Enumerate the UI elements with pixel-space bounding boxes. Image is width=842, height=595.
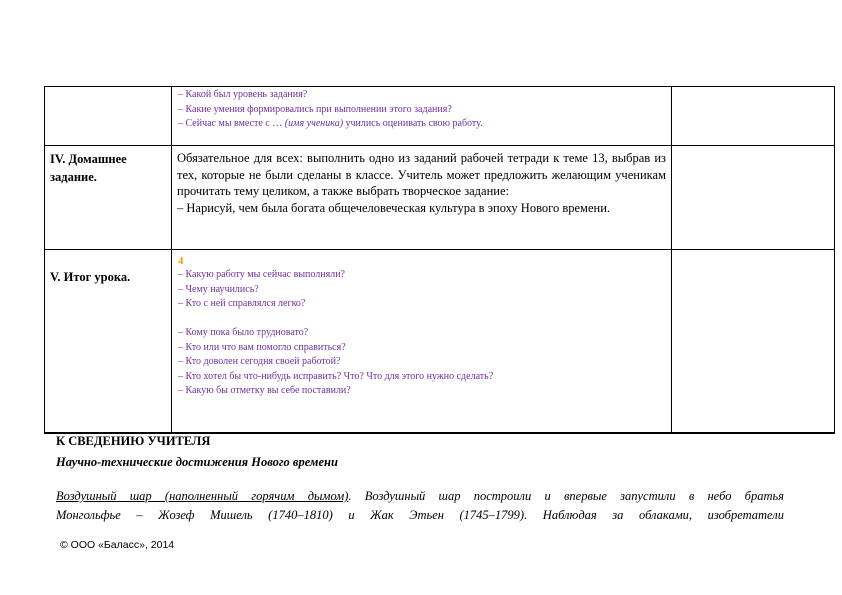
table-row [45, 250, 835, 434]
homework-task: – Нарисуй, чем была богата общечеловеческая культура в эпоху Нового времени. [177, 200, 611, 215]
question-item: – Какую бы отметку вы себе поставили? [178, 385, 351, 396]
question-item: – Кому пока было трудновато? [178, 327, 309, 338]
question-item: – Чему научились? [178, 283, 259, 295]
spacer [178, 312, 671, 327]
copyright-footer: © ООО «Баласс», 2014 [60, 539, 175, 551]
question-list [172, 250, 672, 434]
question-item: – Кто с ней справлялся легко? [178, 298, 306, 309]
question-item: – Кто или что вам помогло справиться? [178, 341, 346, 353]
section-paragraph: Воздушный шар (наполненный горячим дымом). Воздушный шар построили и впервые запустили в небо братья Монгольфье – Жозеф Мишель (1740–1810) и Жак Этьен (1745–1799). Наблюдая за облаками, изобретатели [56, 489, 784, 522]
stage-cell [45, 87, 172, 146]
table-row [45, 87, 835, 146]
question-item: – Какую работу мы сейчас выполняли? [178, 269, 345, 280]
notes-cell [672, 146, 835, 250]
question-list [172, 87, 672, 146]
stage-label: V. Итог урока. [45, 250, 172, 434]
section-title: К СВЕДЕНИЮ УЧИТЕЛЯ [56, 434, 211, 448]
notes-cell [672, 87, 835, 146]
step-number: 4 [178, 255, 184, 267]
stage-label: IV. Домашнее задание. [45, 146, 172, 250]
question-item: – Кто хотел бы что-нибудь исправить? Что? Что для этого нужно сделать? [178, 370, 494, 382]
lesson-table [44, 86, 835, 434]
table-row [45, 146, 835, 250]
section-subtitle: Научно-технические достижения Нового времени [56, 455, 338, 469]
question-item: – Кто доволен сегодня своей работой? [178, 356, 341, 367]
term: Воздушный шар (наполненный горячим дымом) [56, 489, 349, 503]
homework-text [172, 146, 672, 250]
question-item: – Сейчас мы вместе с … (имя ученика) учились оценивать свою работу. [178, 118, 483, 129]
question-item: – Какие умения формировались при выполнении этого задания? [178, 103, 452, 115]
homework-paragraph: Обязательное для всех: выполнить одно из заданий рабочей тетради к теме 13, выбрав из тех, которые не были сделаны в классе. Учитель может предложить желающим ученикам прочитать тему целиком, а также выбрать творческое задание: [177, 151, 666, 198]
question-item: – Какой был уровень задания? [178, 89, 308, 100]
notes-cell [672, 250, 835, 434]
